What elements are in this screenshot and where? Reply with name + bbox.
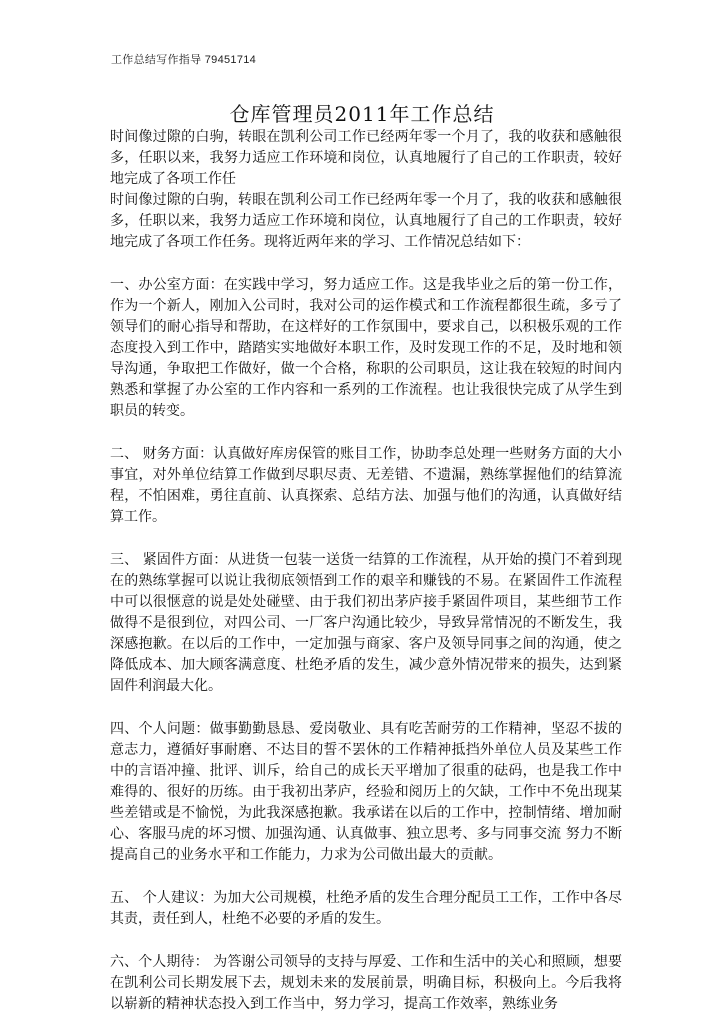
header-doc-ref: 工作总结写作指导 79451714	[111, 54, 257, 66]
paragraph-intro-fragment: 时间像过隙的白驹，转眼在凯利公司工作已经两年零一个月了，我的收获和感触很多，任职以来，我努力适应工作环境和岗位，认真地履行了自己的工作职责，较好地完成了各项工作任	[110, 129, 622, 187]
document-title: 仓库管理员2011年工作总结	[229, 102, 495, 126]
paragraph-suggestions: 五、 个人建议：为加大公司规模，杜绝矛盾的发生合理分配员工工作，工作中各尽其责，责任到人，杜绝不必要的矛盾的发生。	[110, 890, 622, 927]
document-body	[110, 127, 622, 1015]
paragraph-finance: 二、 财务方面：认真做好库房保管的账目工作，协助李总处理一些财务方面的大小事宜，对外单位结算工作做到尽职尽责、无差错、不遗漏，熟练掌握他们的结算流程，不怕困难，勇往直前、认真探索、总结方法、加强与他们的沟通，认真做好结算工作。	[110, 446, 622, 525]
paragraph-personal-issues: 四、个人问题：做事勤勤恳恳、爱岗敬业、具有吃苦耐劳的工作精神，坚忍不拔的意志力，遵循好事耐磨、不达目的誓不罢休的工作精神抵挡外单位人员及某些工作中的言语冲撞、批评、训斥，给自己的成长天平增加了很重的砝码，也是我工作中难得的、很好的历练。由于我初出茅庐，经验和阅历上的欠缺，工作中不免出现某些差错或是不愉悦，为此我深感抱歉。我承诺在以后的工作中，控制情绪、增加耐心、客服马虎的坏习惯、加强沟通、认真做事、独立思考、多与同事交流 努力不断提高自己的业务水平和工作能力，力求为公司做出最大的贡献。	[110, 721, 622, 863]
paragraph-office: 一、办公室方面：在实践中学习，努力适应工作。这是我毕业之后的第一份工作，作为一个新人，刚加入公司时，我对公司的运作模式和工作流程都很生疏，多亏了领导们的耐心指导和帮助，在这样好的工作氛围中，要求自己，以积极乐观的工作态度投入到工作中，踏踏实实地做好本职工作，及时发现工作的不足，及时地和领导沟通，争取把工作做好，做一个合格，称职的公司职员，这让我在较短的时间内熟悉和掌握了办公室的工作内容和一系列的工作流程。也让我很快完成了从学生到职员的转变。	[110, 277, 622, 419]
paragraph-expectations: 六、个人期待： 为答谢公司领导的支持与厚爱、工作和生活中的关心和照顾，想要在凯利公司长期发展下去，规划未来的发展前景，明确目标，积极向上。今后我将以崭新的精神状态投入到工作当中，努力学习，提高工作效率，熟练业务	[110, 954, 622, 1012]
paragraph-fasteners: 三、 紧固件方面：从进货一包装一送货一结算的工作流程，从开始的摸门不着到现在的熟练掌握可以说让我彻底领悟到工作的艰辛和赚钱的不易。在紧固件工作流程中可以很惬意的说是处处碰壁、由于我们初出茅庐接手紧固件项目，某些细节工作做得不是很到位，对四公司、一厂客户沟通比较少，导致异常情况的不断发生，我深感抱歉。在以后的工作中，一定加强与商家、客户及领导同事之间的沟通，使之降低成本、加大顾客满意度、杜绝矛盾的发生，减少意外情况带来的损失，达到紧固件利润最大化。	[110, 552, 622, 694]
paragraph-intro: 时间像过隙的白驹，转眼在凯利公司工作已经两年零一个月了，我的收获和感触很多，任职以来，我努力适应工作环境和岗位，认真地履行了自己的工作职责，较好地完成了各项工作任务。现将近两年来的学习、工作情况总结如下：	[110, 192, 622, 250]
